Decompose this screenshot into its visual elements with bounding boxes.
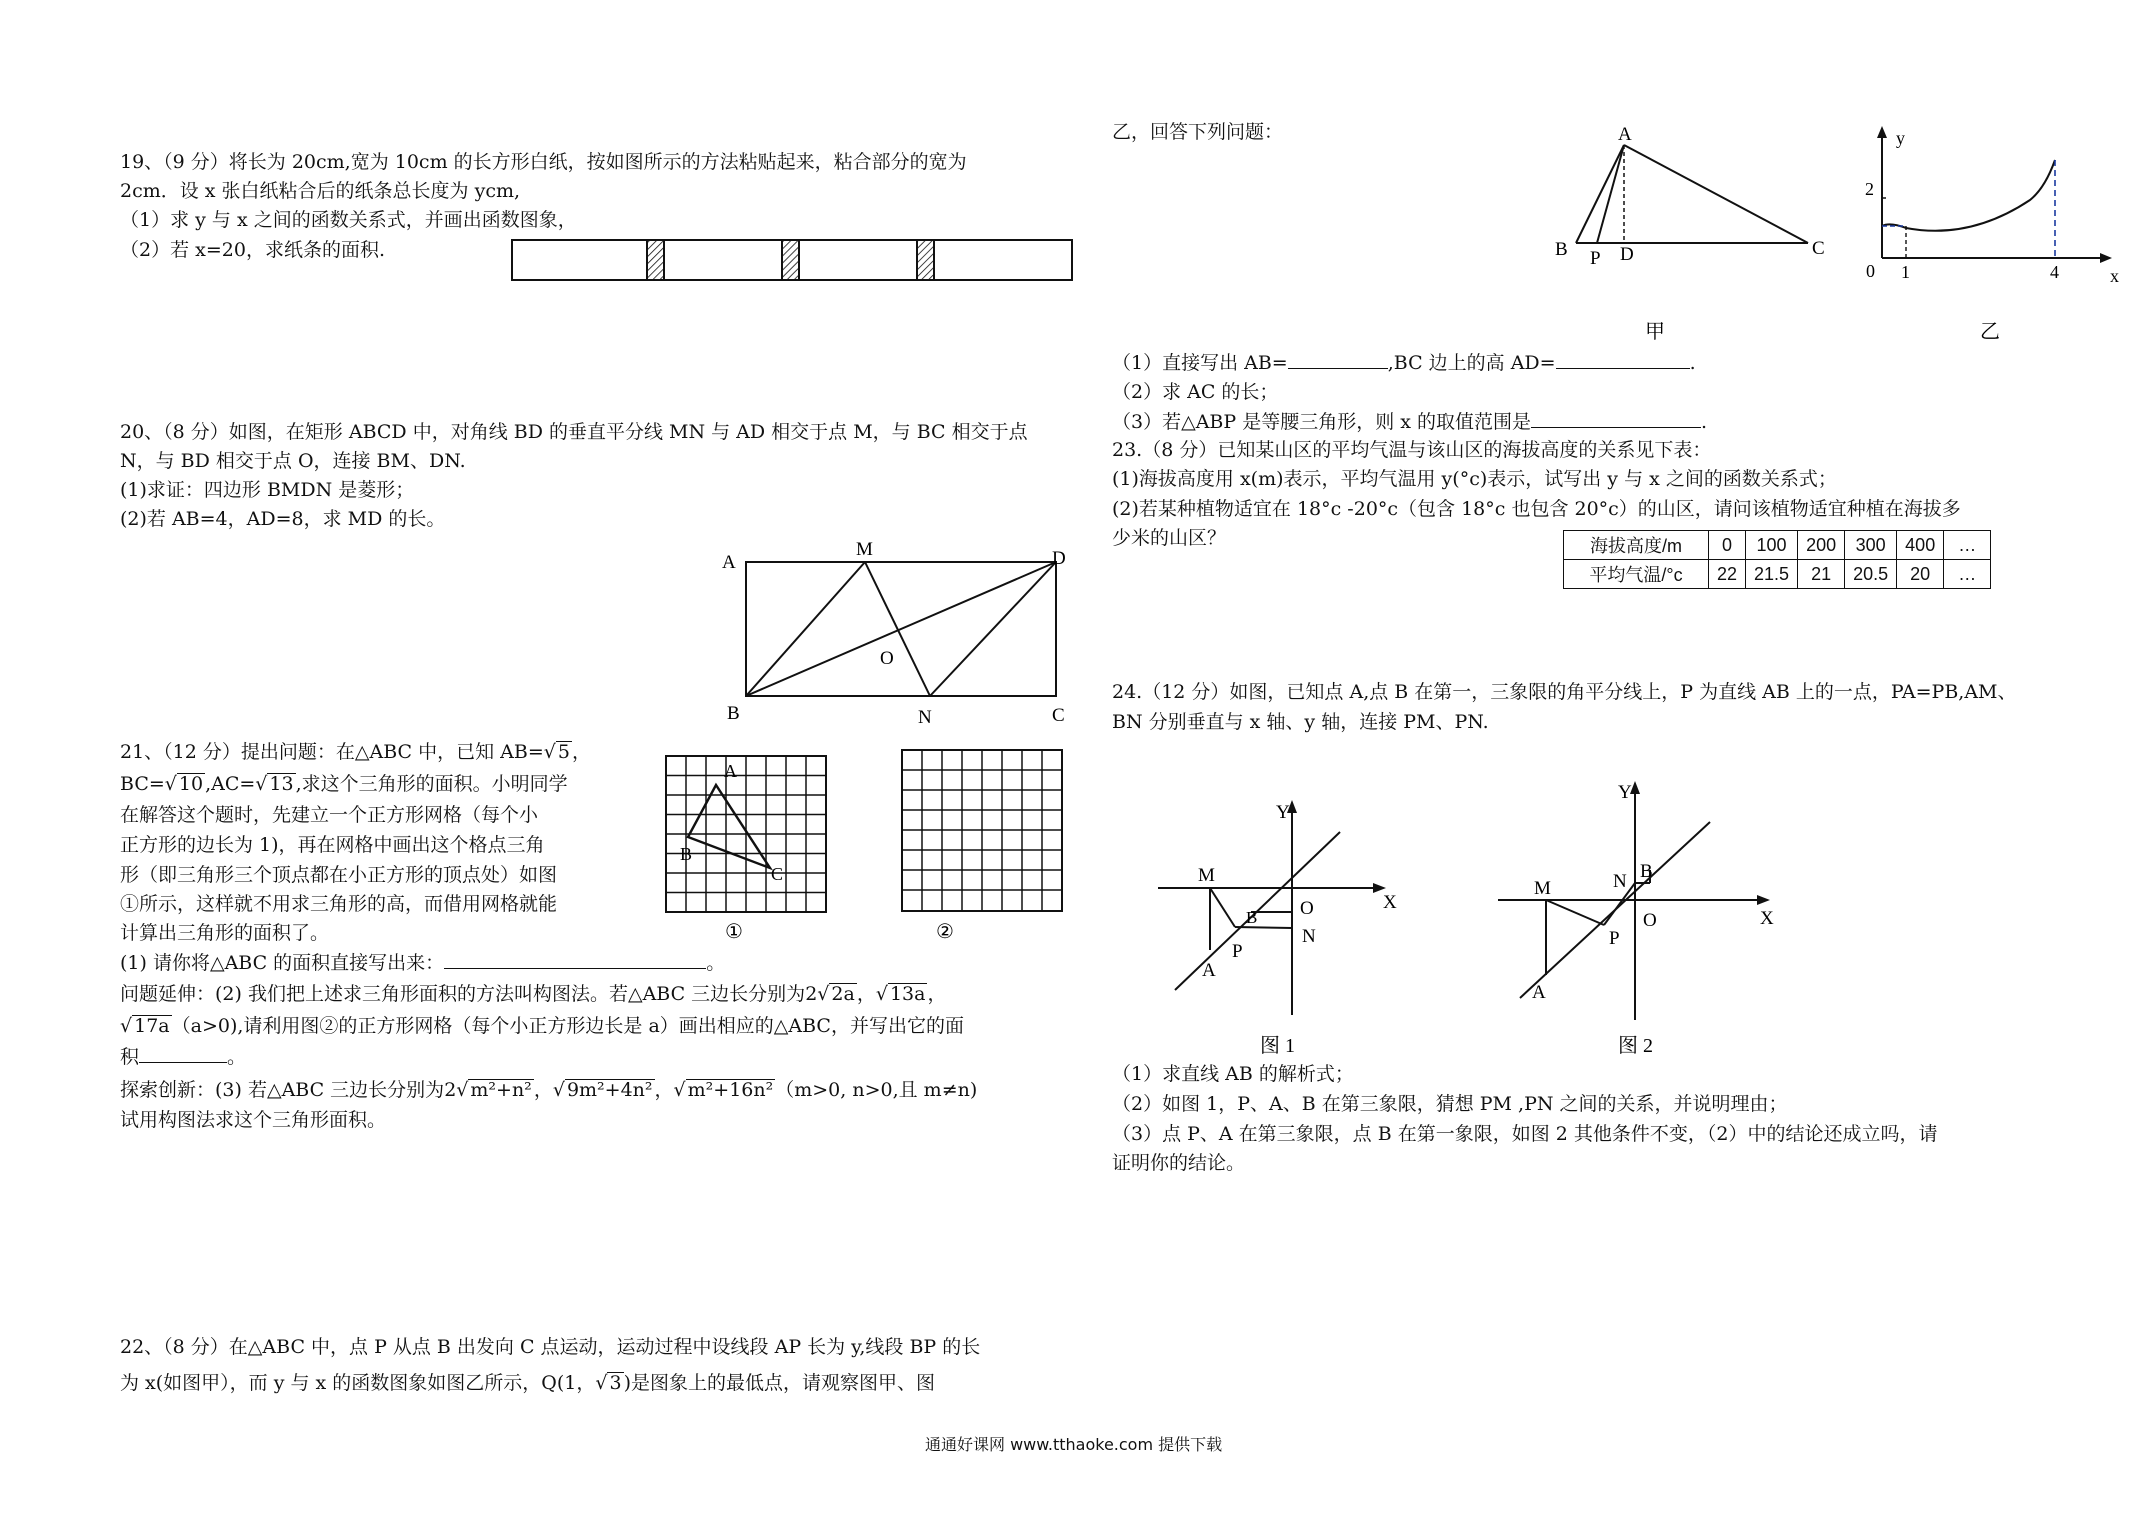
rectangle-abcd-figure xyxy=(710,535,1080,730)
q24-sub-2: （2）如图 1，P、A、B 在第三象限，猜想 PM ,PN 之间的关系，并说明理由； xyxy=(1112,1093,1788,1115)
jia-label-a: A xyxy=(1618,124,1632,145)
q19-line-1: 19、（9 分）将长为 20cm,宽为 10cm 的长方形白纸，按如图所示的方法粘贴起来，粘合部分的宽为 xyxy=(120,151,967,173)
sqrt-10: 10 xyxy=(178,773,204,795)
fig1-label-m: M xyxy=(1198,865,1215,886)
label-c: C xyxy=(1052,705,1065,726)
yi-caption: 乙 xyxy=(1980,321,2000,343)
label-b: B xyxy=(727,703,740,724)
jia-label-d: D xyxy=(1620,244,1634,265)
yi-tick-4: 4 xyxy=(2050,262,2059,282)
grid1-label-b: B xyxy=(680,844,693,864)
q21-line-13: 试用构图法求这个三角形面积。 xyxy=(120,1109,387,1131)
function-graph-yi xyxy=(1850,118,2120,350)
paper-strip-figure xyxy=(510,238,1080,286)
q24-line-1: 24.（12 分）如图，已知点 A,点 B 在第一，三象限的角平分线上，P 为直线 AB 上的一点，PA=PB,AM、 xyxy=(1112,681,2017,703)
grid1-label-c: C xyxy=(771,864,784,884)
q21-line-11: 积 。 xyxy=(120,1042,246,1072)
grid1-caption: ① xyxy=(725,921,743,943)
label-d: D xyxy=(1052,548,1066,569)
jia-label-c: C xyxy=(1812,238,1825,259)
q22-line-2: 为 x(如图甲），而 y 与 x 的函数图象如图乙所示，Q(1，√ 3 )是图象上的最低点，请观察图甲、图 xyxy=(120,1372,935,1394)
label-n: N xyxy=(918,707,932,728)
yi-axis-x: x xyxy=(2110,266,2119,286)
answer-blank-area xyxy=(444,948,706,969)
label-m: M xyxy=(856,539,873,560)
q19-line-4: （2）若 x=20，求纸条的面积. xyxy=(120,239,385,261)
q21-line-5: 形（即三角形三个顶点都在小正方形的顶点处）如图 xyxy=(120,864,558,886)
triangle-figure-jia xyxy=(1540,120,1840,350)
q22-line-3: 乙，回答下列问题： xyxy=(1112,121,1284,143)
fig1-label-n: N xyxy=(1302,926,1316,947)
q20-line-4: (2)若 AB=4，AD=8，求 MD 的长。 xyxy=(120,508,446,530)
fig2-label-x: X xyxy=(1760,908,1774,929)
q20-line-2: N，与 BD 相交于点 O，连接 BM、DN. xyxy=(120,450,466,472)
coordinate-figure-1 xyxy=(1150,790,1410,1060)
sqrt-13: 13 xyxy=(269,773,294,795)
fig2-label-b: B xyxy=(1640,861,1653,882)
q22-sub-3: （3）若△ABP 是等腰三角形，则 x 的取值范围是 . xyxy=(1112,407,1707,437)
fig2-label-a: A xyxy=(1532,982,1546,1003)
q23-line-1: 23.（8 分）已知某山区的平均气温与该山区的海拔高度的关系见下表： xyxy=(1112,439,1712,461)
fig2-label-m: M xyxy=(1534,878,1551,899)
table-row: 平均气温/°c 22 21.5 21 20.5 20 … xyxy=(1564,560,1991,589)
fig2-label-p: P xyxy=(1609,928,1620,949)
jia-label-b: B xyxy=(1555,239,1568,260)
fig2-caption: 图 2 xyxy=(1618,1035,1653,1057)
yi-tick-1: 1 xyxy=(1901,262,1910,282)
q24-sub-3a: （3）点 P、A 在第三象限，点 B 在第一象限，如图 2 其他条件不变，（2）中的结论还成立吗，请 xyxy=(1112,1123,1938,1145)
label-a: A xyxy=(722,552,736,573)
q21-line-8: (1) 请你将△ABC 的面积直接写出来： 。 xyxy=(120,948,725,978)
q21-line-2: BC=√ 10 ,AC=√ 13 ,求这个三角形的面积。小明同学 xyxy=(120,773,568,795)
q24-line-2: BN 分别垂直与 x 轴、y 轴，连接 PM、PN. xyxy=(1112,711,1489,733)
q23-line-2: (1)海拔高度用 x(m)表示，平均气温用 y(°c)表示，试写出 y 与 x 之间的函数关系式； xyxy=(1112,468,1837,490)
fig1-label-b: B xyxy=(1246,908,1258,927)
ab-blank xyxy=(1288,348,1388,369)
yi-tick-0: 0 xyxy=(1866,261,1875,281)
jia-caption: 甲 xyxy=(1645,321,1665,343)
grid-figure-1 xyxy=(660,750,840,950)
q21-line-4: 正方形的边长为 1)，再在网格中画出这个格点三角 xyxy=(120,834,545,856)
grid2-caption: ② xyxy=(936,921,954,943)
fig2-label-y: Y xyxy=(1618,782,1632,803)
q22-line-1: 22、（8 分）在△ABC 中，点 P 从点 B 出发向 C 点运动，运动过程中设线段 AP 长为 y,线段 BP 的长 xyxy=(120,1336,981,1358)
label-o: O xyxy=(880,648,894,669)
grid1-label-a: A xyxy=(724,761,737,781)
q21-line-3: 在解答这个题时，先建立一个正方形网格（每个小 xyxy=(120,804,539,826)
q21-line-7: 计算出三角形的面积了。 xyxy=(120,922,330,944)
q20-line-1: 20、（8 分）如图，在矩形 ABCD 中，对角线 BD 的垂直平分线 MN 与 AD 相交于点 M，与 BC 相交于点 xyxy=(120,421,1028,443)
footer-source: 通通好课网 www.tthaoke.com 提供下载 xyxy=(925,1435,1223,1454)
q24-sub-1: （1）求直线 AB 的解析式； xyxy=(1112,1063,1354,1085)
q21-line-6: ①所示，这样就不用求三角形的高，而借用网格就能 xyxy=(120,893,558,915)
q22-sub-2: （2）求 AC 的长； xyxy=(1112,381,1279,403)
fig1-label-o: O xyxy=(1300,898,1314,919)
fig1-label-y: Y xyxy=(1276,802,1290,823)
q21-line-10: √ 17a （a>0),请利用图②的正方形网格（每个小正方形边长是 a）画出相应的△ABC，并写出它的面 xyxy=(120,1015,964,1037)
altitude-temperature-table xyxy=(1563,530,1991,589)
fig1-label-a: A xyxy=(1202,960,1216,981)
fig1-label-x: X xyxy=(1383,892,1397,913)
yi-tick-2: 2 xyxy=(1865,179,1874,199)
q23-line-3: (2)若某种植物适宜在 18°c -20°c（包含 18°c 也包含 20°c）的山区，请问该植物适宜种植在海拔多 xyxy=(1112,498,1961,520)
fig1-label-p: P xyxy=(1232,941,1243,962)
answer-blank-area-2 xyxy=(139,1042,227,1063)
q21-line-12: 探索创新：(3) 若△ABC 三边长分别为2√ m²+n² ，√ 9m²+4n² ，√ m²+16n² （m>0, n>0,且 m≠n) xyxy=(120,1079,978,1101)
yi-axis-y: y xyxy=(1896,128,1905,148)
q20-line-3: (1)求证：四边形 BMDN 是菱形； xyxy=(120,479,415,501)
ad-blank xyxy=(1556,348,1690,369)
jia-label-p: P xyxy=(1590,248,1601,269)
table-row: 海拔高度/m 0 100 200 300 400 … xyxy=(1564,531,1991,560)
sqrt-5: 5 xyxy=(557,741,570,763)
fig2-label-o: O xyxy=(1643,910,1657,931)
fig1-caption: 图 1 xyxy=(1260,1035,1295,1057)
q24-sub-3b: 证明你的结论。 xyxy=(1112,1152,1246,1174)
q19-line-2: 2cm．设 x 张白纸粘合后的纸条总长度为 ycm, xyxy=(120,180,521,202)
q23-line-4: 少米的山区？ xyxy=(1112,527,1227,549)
x-range-blank xyxy=(1531,407,1701,428)
q21-line-1: 21、（12 分）提出问题：在△ABC 中，已知 AB=√ 5 ， xyxy=(120,741,591,763)
q22-sub-1: （1）直接写出 AB= ,BC 边上的高 AD= . xyxy=(1112,348,1696,378)
fig2-label-n: N xyxy=(1613,871,1627,892)
q21-line-9: 问题延伸：(2) 我们把上述求三角形面积的方法叫构图法。若△ABC 三边长分别为2√ 2a ，√ 13a ， xyxy=(120,983,947,1005)
q19-line-3: （1）求 y 与 x 之间的函数关系式，并画出函数图象， xyxy=(120,209,577,231)
coordinate-figure-2 xyxy=(1490,770,1780,1060)
grid-figure-2 xyxy=(898,746,1073,950)
